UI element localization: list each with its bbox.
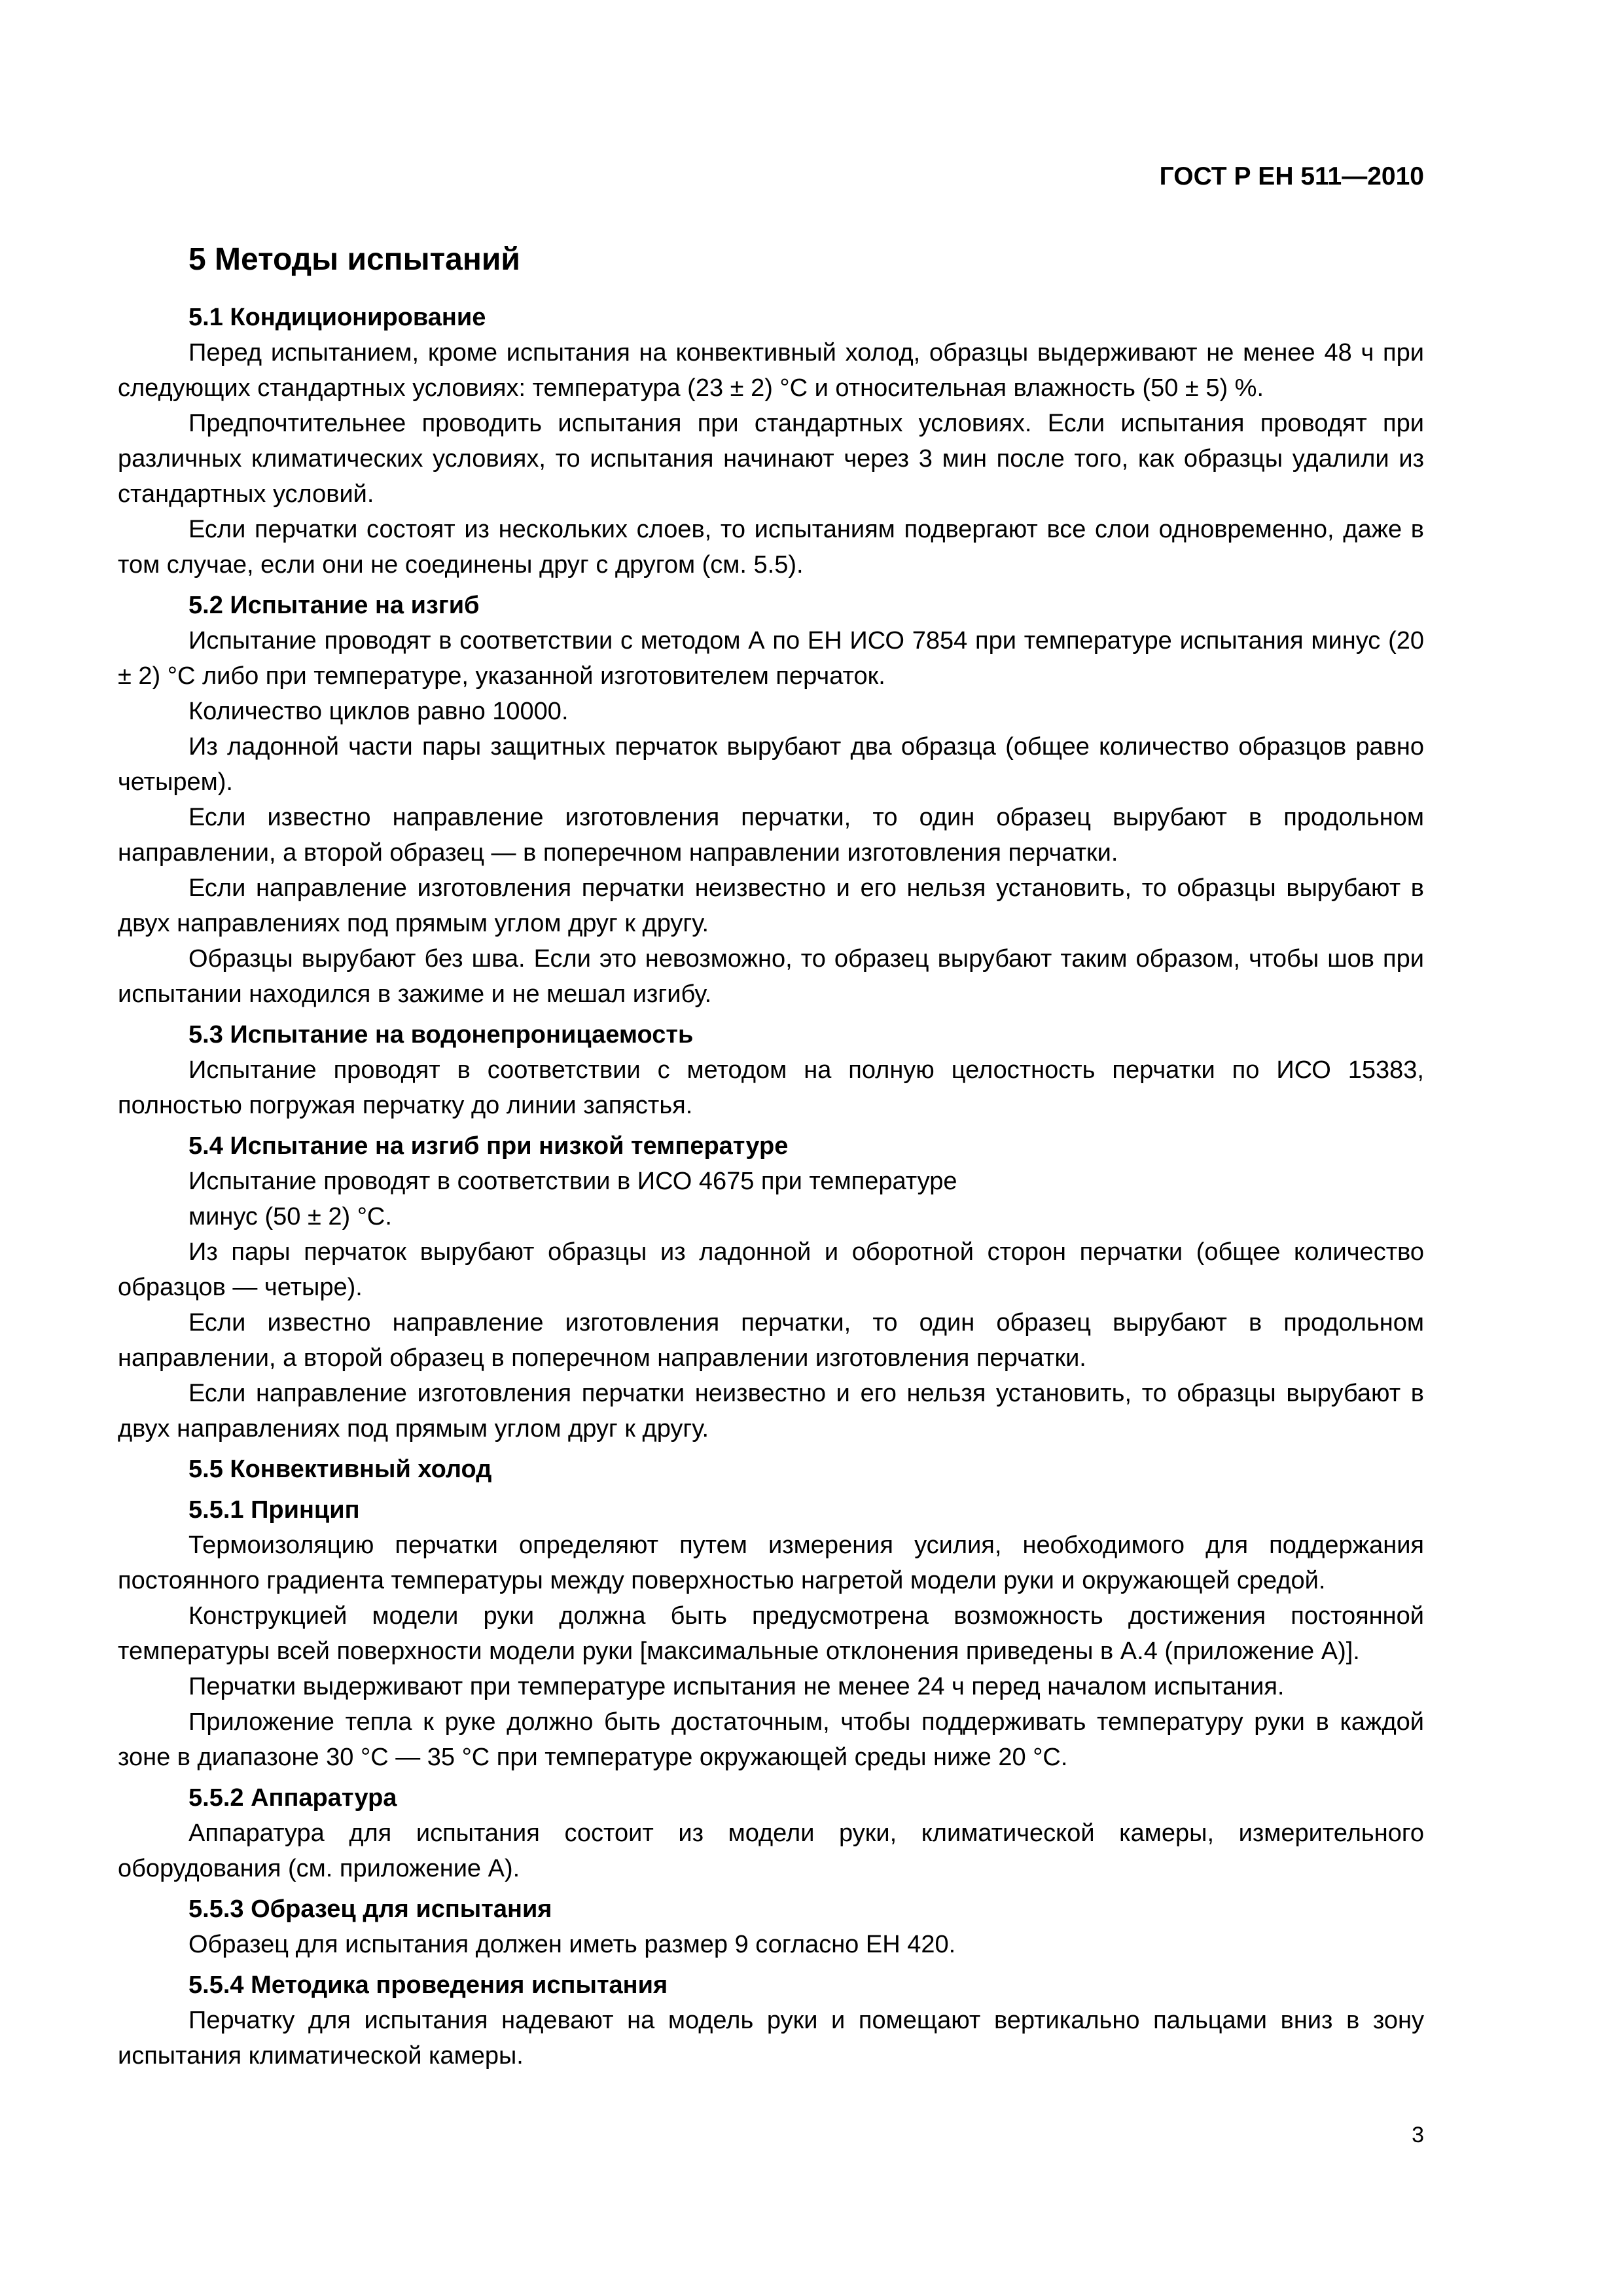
paragraph: Предпочтительнее проводить испытания при стандартных условиях. Если испытания проводят при различных климатических условиях, то испытания начинают через 3 мин после того, как образцы удалили из стандартных условий. (118, 410, 1424, 508)
paragraph: Приложение тепла к руке должно быть достаточным, чтобы поддерживать температуру руки в каждой зоне в диапазоне 30 °C — 35 °C при температуре окружающей среды ниже 20 °C. (118, 1708, 1424, 1771)
paragraph: Если известно направление изготовления перчатки, то один образец вырубают в продольном направлении, а второй образец — в поперечном направлении изготовления перчатки. (118, 804, 1424, 867)
section-5-5-3-heading: 5.5.3 Образец для испытания (188, 1895, 552, 1923)
section-5-5-4-heading: 5.5.4 Методика проведения испытания (188, 1971, 668, 1999)
paragraph: Испытание проводят в соответствии в ИСО 4675 при температуре (188, 1168, 957, 1195)
paragraph: Аппаратура для испытания состоит из модели руки, климатической камеры, измерительного оборудования (см. приложение А). (118, 1820, 1424, 1882)
paragraph: Перчатки выдерживают при температуре испытания не менее 24 ч перед началом испытания. (188, 1673, 1285, 1700)
section-5-1-heading: 5.1 Кондиционирование (188, 304, 486, 331)
section-5-2-heading: 5.2 Испытание на изгиб (188, 592, 480, 619)
paragraph: Если направление изготовления перчатки неизвестно и его нельзя установить, то образцы вырубают в двух направлениях под прямым углом друг к другу. (118, 874, 1424, 937)
paragraph: Перчатку для испытания надевают на модель руки и помещают вертикально пальцами вниз в зону испытания климатической камеры. (118, 2007, 1424, 2070)
paragraph: Испытание проводят в соответствии с методом на полную целостность перчатки по ИСО 15383, полностью погружая перчатку до линии запястья. (118, 1056, 1424, 1119)
section-5-4-heading: 5.4 Испытание на изгиб при низкой температуре (188, 1132, 789, 1160)
paragraph: Если перчатки состоят из нескольких слоев, то испытаниям подвергают все слои одновременно, даже в том случае, если они не соединены друг с другом (см. 5.5). (118, 516, 1424, 579)
paragraph: Образцы вырубают без шва. Если это невозможно, то образец вырубают таким образом, чтобы шов при испытании находился в зажиме и не мешал изгибу. (118, 945, 1424, 1008)
section-5-5-2-heading: 5.5.2 Аппаратура (188, 1784, 397, 1812)
document-code-header: ГОСТ Р ЕН 511—2010 (1159, 162, 1424, 190)
paragraph: Количество циклов равно 10000. (188, 698, 569, 725)
document-body (118, 237, 1424, 2073)
paragraph: Если известно направление изготовления перчатки, то один образец вырубают в продольном направлении, а второй образец в поперечном направлении изготовления перчатки. (118, 1309, 1424, 1372)
page-number: 3 (1412, 2123, 1424, 2147)
section-5-5-heading: 5.5 Конвективный холод (188, 1456, 492, 1483)
paragraph: Перед испытанием, кроме испытания на конвективный холод, образцы выдерживают не менее 48 ч при следующих стандартных условиях: температура (23 ± 2) °C и относительная влажность (50 ± 5) %. (118, 339, 1424, 402)
section-5-3-heading: 5.3 Испытание на водонепроницаемость (188, 1021, 694, 1049)
paragraph: Из ладонной части пары защитных перчаток вырубают два образца (общее количество образцов равно четырем). (118, 733, 1424, 796)
paragraph: Образец для испытания должен иметь размер 9 согласно ЕН 420. (188, 1931, 956, 1958)
section-5-title: 5 Методы испытаний (188, 242, 520, 277)
paragraph: минус (50 ± 2) °C. (188, 1203, 392, 1230)
paragraph: Конструкцией модели руки должна быть предусмотрена возможность достижения постоянной температуры всей поверхности модели руки [максимальные отклонения приведены в А.4 (приложение А)]. (118, 1602, 1424, 1665)
paragraph: Испытание проводят в соответствии с методом А по ЕН ИСО 7854 при температуре испытания минус (20 ± 2) °C либо при температуре, указанной изготовителем перчаток. (118, 627, 1424, 690)
section-5-5-1-heading: 5.5.1 Принцип (188, 1496, 360, 1524)
paragraph: Термоизоляцию перчатки определяют путем измерения усилия, необходимого для поддержания постоянного градиента температуры между поверхностью нагретой модели руки и окружающей средой. (118, 1532, 1424, 1594)
paragraph: Если направление изготовления перчатки неизвестно и его нельзя установить, то образцы вырубают в двух направлениях под прямым углом друг к другу. (118, 1380, 1424, 1443)
paragraph: Из пары перчаток вырубают образцы из ладонной и оборотной сторон перчатки (общее количество образцов — четыре). (118, 1238, 1424, 1301)
